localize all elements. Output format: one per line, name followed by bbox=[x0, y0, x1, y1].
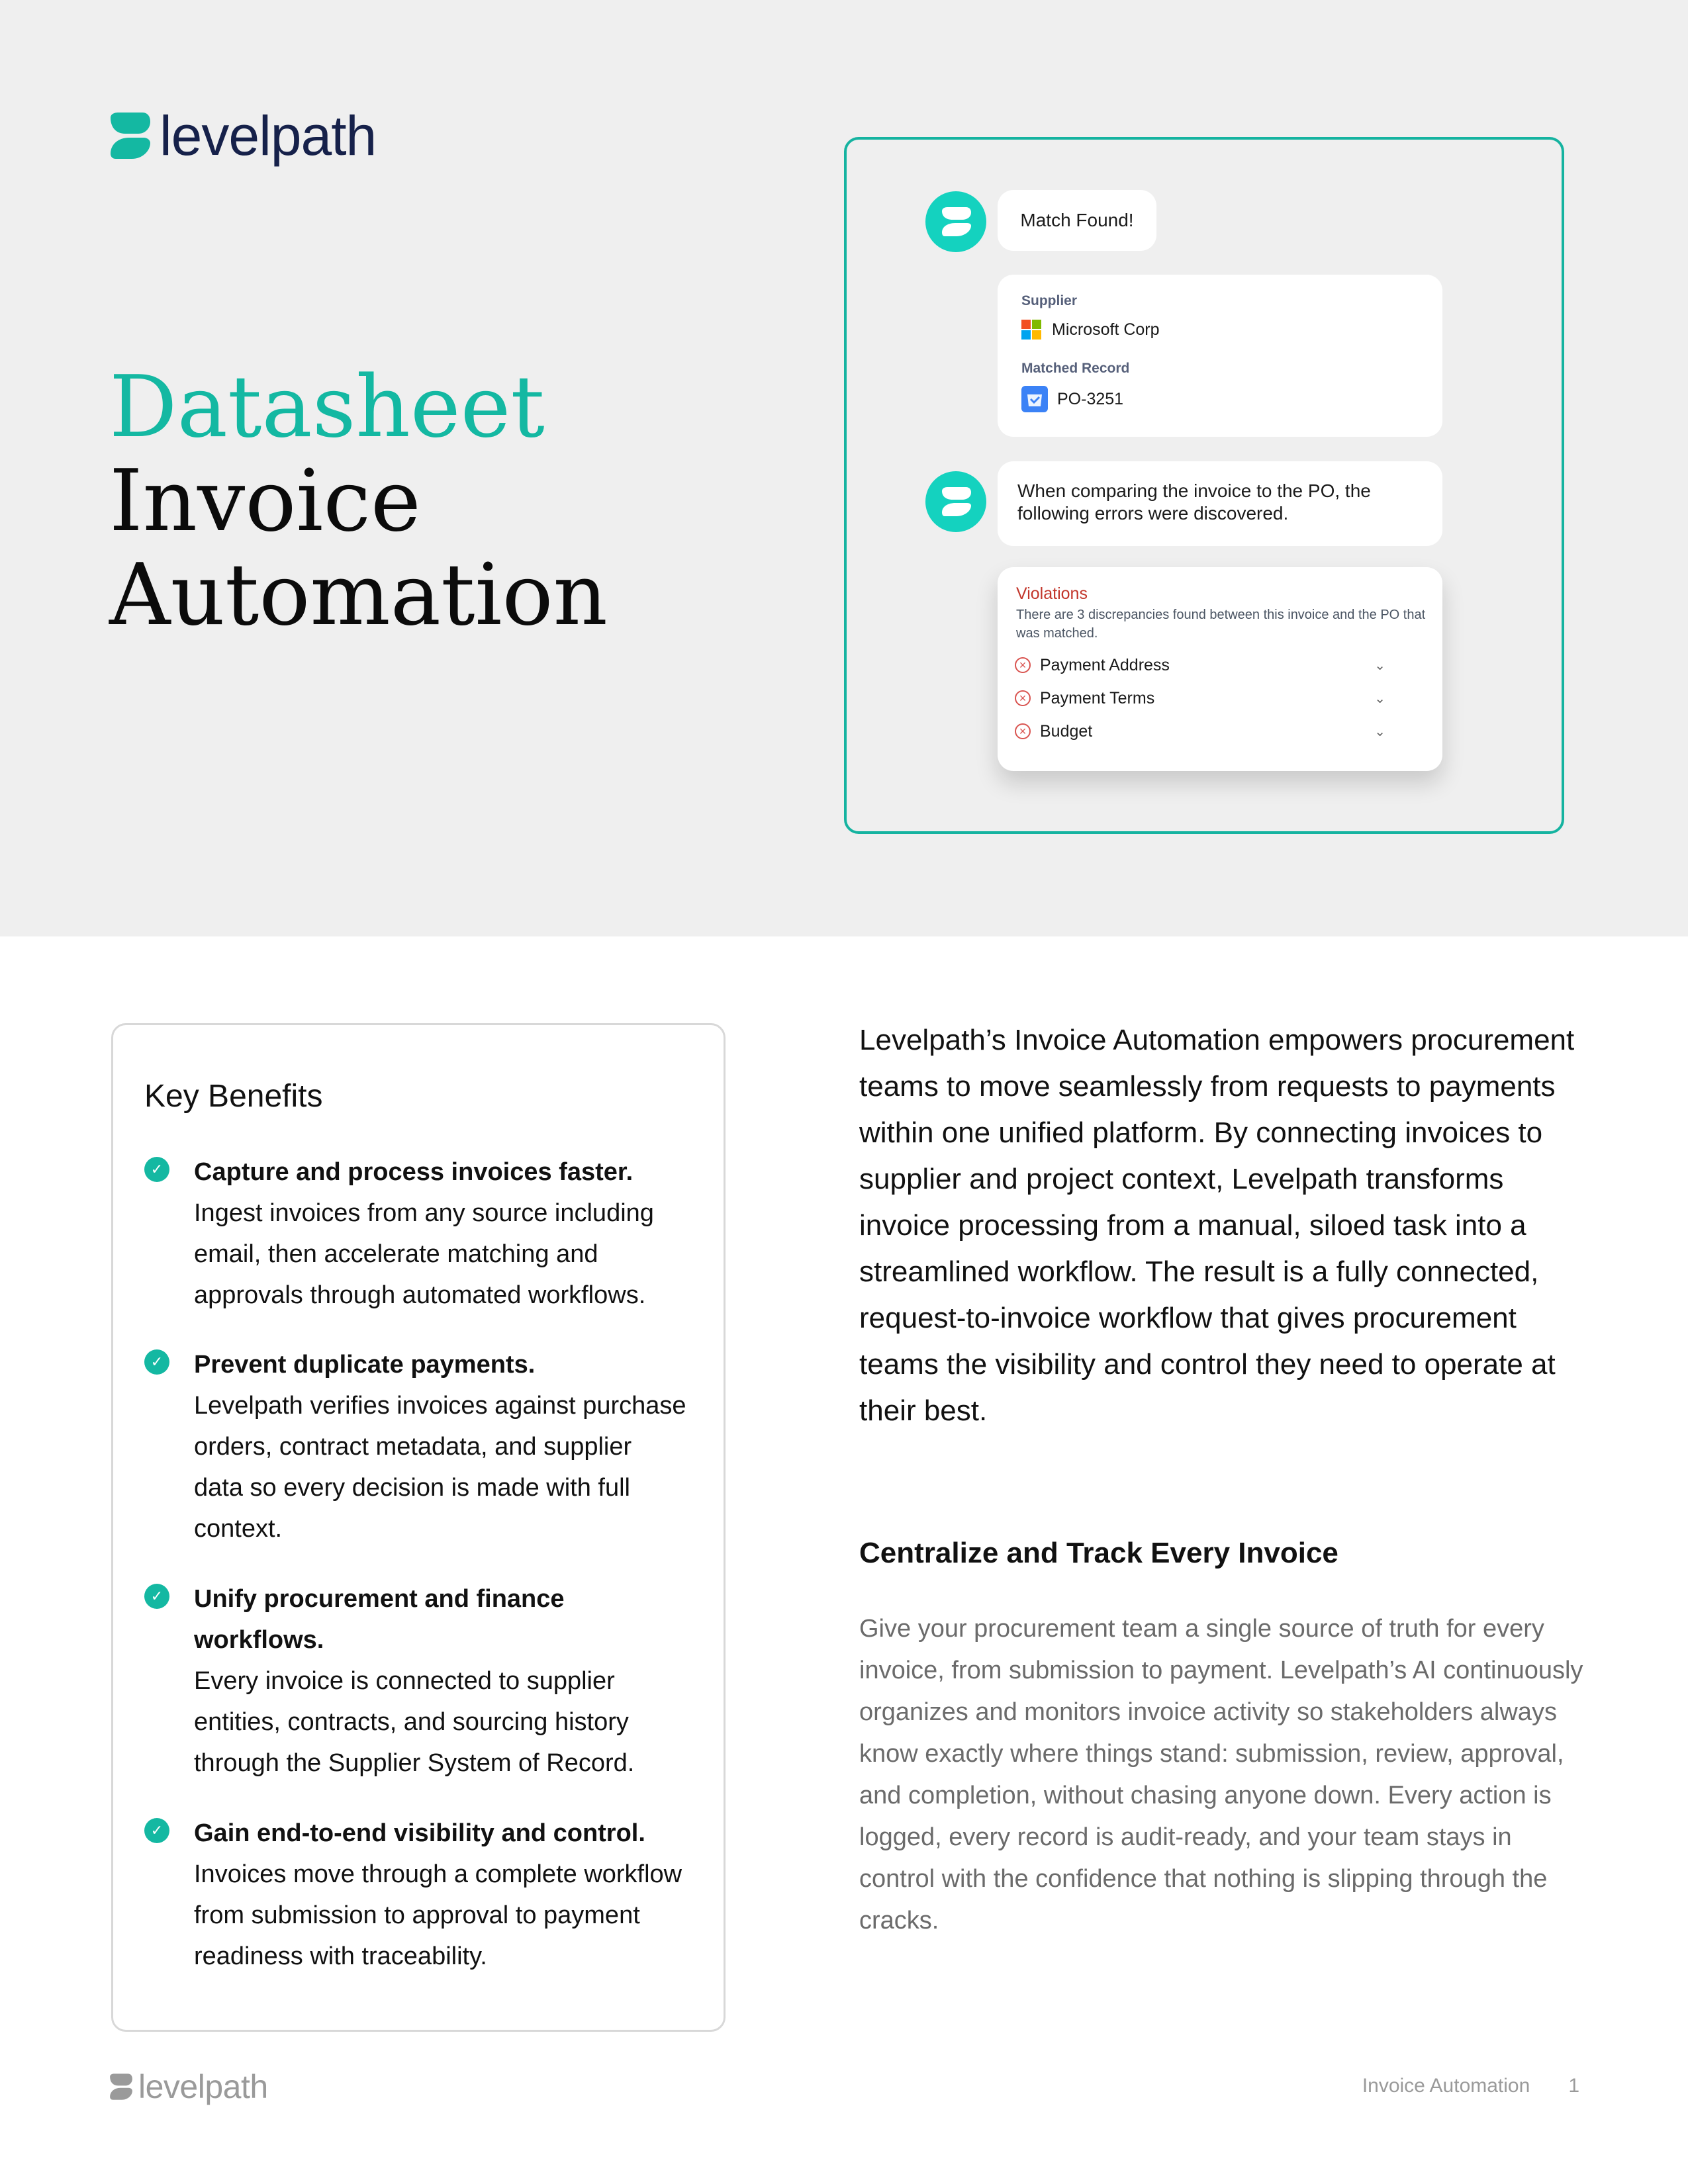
intro-paragraph: Levelpath’s Invoice Automation empowers procurement teams to move seamlessly from requests to payments within one unified platform. By connecting invoices to supplier and project context, Levelpath transforms invoice processing from a manual, siloed task into a streamlined workflow. The result is a fully connected, request-to-invoice workflow that gives procurement teams the visibility and control they need to operate at their best. bbox=[859, 1024, 1575, 1427]
assistant-avatar bbox=[925, 191, 986, 252]
benefit-title: Capture and process invoices faster. bbox=[194, 1158, 633, 1186]
page-number: 1 bbox=[1568, 2075, 1579, 2097]
assistant-leaf-icon-2 bbox=[939, 487, 972, 516]
supplier-row bbox=[1021, 320, 1160, 340]
error-circle-icon: × bbox=[1015, 690, 1031, 706]
supplier-card bbox=[998, 275, 1442, 437]
benefit-item bbox=[144, 1344, 687, 1549]
violation-item-payment-address[interactable] bbox=[1015, 652, 1385, 678]
matched-record-row[interactable] bbox=[1021, 386, 1123, 412]
matched-record-label: Matched Record bbox=[1021, 361, 1130, 376]
levelpath-logo-icon bbox=[109, 2073, 133, 2100]
footer-logo[interactable] bbox=[109, 2068, 268, 2106]
purchase-order-icon bbox=[1021, 386, 1048, 412]
section-heading: Centralize and Track Every Invoice bbox=[859, 1537, 1338, 1569]
assistant-avatar-2 bbox=[925, 471, 986, 532]
page-title bbox=[109, 358, 608, 645]
title-line-invoice: Invoice bbox=[109, 452, 421, 551]
benefit-item bbox=[144, 1152, 687, 1316]
match-found-text: Match Found! bbox=[1020, 210, 1134, 230]
benefit-item bbox=[144, 1813, 687, 1977]
key-benefits-heading: Key Benefits bbox=[144, 1079, 323, 1114]
comparison-bubble bbox=[998, 461, 1442, 546]
error-circle-icon: × bbox=[1015, 657, 1031, 673]
supplier-label: Supplier bbox=[1021, 293, 1078, 308]
benefit-text: Every invoice is connected to supplier entities, contracts, and sourcing history through the Supplier System of Record. bbox=[194, 1667, 635, 1777]
product-mockup bbox=[844, 137, 1564, 834]
benefit-text: Invoices move through a complete workflow from submission to approval to payment readiness with traceability. bbox=[194, 1860, 682, 1970]
brand-logo[interactable] bbox=[109, 106, 376, 165]
comparison-text: When comparing the invoice to the PO, the following errors were discovered. bbox=[1017, 480, 1371, 523]
benefit-title: Gain end-to-end visibility and control. bbox=[194, 1819, 645, 1847]
violation-label: Payment Address bbox=[1040, 655, 1170, 674]
violations-description: There are 3 discrepancies found between this invoice and the PO that was matched. bbox=[1016, 608, 1426, 641]
check-circle-icon: ✓ bbox=[144, 1349, 169, 1375]
violations-title: Violations bbox=[1016, 584, 1088, 603]
violation-label: Budget bbox=[1040, 721, 1093, 741]
violations-card bbox=[998, 567, 1442, 771]
benefit-text: Ingest invoices from any source including email, then accelerate matching and approvals through automated workflows. bbox=[194, 1199, 654, 1309]
violation-label: Payment Terms bbox=[1040, 688, 1155, 707]
error-circle-icon: × bbox=[1015, 723, 1031, 739]
title-line-automation: Automation bbox=[109, 546, 608, 645]
chevron-down-icon: ⌄ bbox=[1374, 724, 1385, 739]
key-benefits-box bbox=[111, 1023, 726, 2032]
violation-item-budget[interactable] bbox=[1015, 718, 1385, 745]
matched-record-value: PO-3251 bbox=[1057, 389, 1124, 408]
benefit-text: Levelpath verifies invoices against purchase orders, contract metadata, and supplier data so every decision is made with full context. bbox=[194, 1392, 686, 1543]
logo-wordmark: levelpath bbox=[160, 105, 377, 167]
footer-meta bbox=[1362, 2075, 1579, 2097]
benefit-title: Prevent duplicate payments. bbox=[194, 1351, 536, 1379]
title-line-datasheet: Datasheet bbox=[109, 358, 545, 457]
match-found-bubble bbox=[998, 190, 1156, 251]
check-circle-icon: ✓ bbox=[144, 1157, 169, 1182]
benefit-item bbox=[144, 1578, 687, 1784]
check-circle-icon: ✓ bbox=[144, 1818, 169, 1843]
microsoft-logo-icon bbox=[1021, 320, 1041, 340]
benefit-title: Unify procurement and finance workflows. bbox=[194, 1585, 565, 1654]
chevron-down-icon: ⌄ bbox=[1374, 691, 1385, 706]
footer-label: Invoice Automation bbox=[1362, 2075, 1530, 2097]
violation-item-payment-terms[interactable] bbox=[1015, 685, 1385, 711]
hero-section bbox=[0, 0, 1688, 936]
levelpath-logo-icon bbox=[109, 113, 152, 159]
footer-wordmark: levelpath bbox=[138, 2068, 268, 2105]
check-circle-icon: ✓ bbox=[144, 1584, 169, 1609]
supplier-value: Microsoft Corp bbox=[1052, 320, 1160, 339]
section-paragraph: Give your procurement team a single source of truth for every invoice, from submission to payment. Levelpath’s AI continuously organizes and monitors invoice activity so stakeholders always know exactly where things stand: submission, review, approval, and completion, without chasing anyone down. Every action is logged, every record is audit-ready, and your team stays in control with the confidence that nothing is slipping through the cracks. bbox=[859, 1615, 1583, 1934]
assistant-leaf-icon bbox=[939, 207, 972, 236]
chevron-down-icon: ⌄ bbox=[1374, 658, 1385, 673]
